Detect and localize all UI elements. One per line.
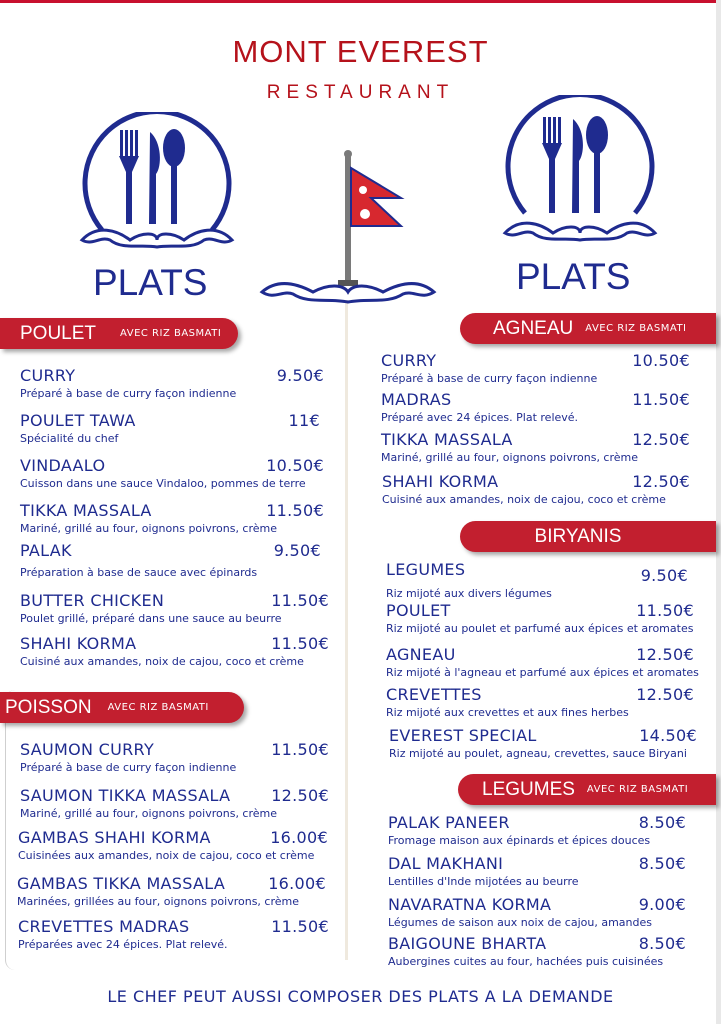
section-subtitle: AVEC RIZ BASMATI (107, 702, 209, 713)
item-price: 11.50€ (632, 390, 690, 409)
menu-item (18, 917, 329, 951)
item-name: VINDAALO (20, 456, 106, 475)
item-price: 11€ (288, 411, 320, 430)
plats-label-left: PLATS (93, 262, 208, 303)
item-desc: Poulet grillé, préparé dans une sauce au beurre (20, 612, 282, 625)
item-desc: Mariné, grillé au four, oignons poivrons, crème (381, 451, 639, 464)
item-name: SHAHI KORMA (382, 472, 499, 491)
item-desc: Préparation à base de sauce avec épinards (20, 566, 258, 579)
item-price: 9.50€ (276, 366, 324, 385)
item-desc: Préparé à base de curry façon indienne (20, 761, 237, 774)
item-name: AGNEAU (386, 645, 456, 664)
item-price: 10.50€ (266, 456, 324, 475)
item-price: 9.50€ (640, 566, 688, 585)
menu-item (20, 591, 329, 625)
menu-item (382, 472, 690, 506)
section-subtitle: AVEC RIZ BASMATI (585, 323, 687, 334)
menu-item (20, 634, 329, 668)
item-name: GAMBAS TIKKA MASSALA (17, 874, 226, 893)
fork-knife-spoon-icon (72, 112, 242, 262)
item-desc: Préparé à base de curry façon indienne (20, 387, 237, 400)
item-price: 8.50€ (638, 934, 686, 953)
item-name: GAMBAS SHAHI KORMA (18, 828, 211, 847)
nepal-flag-icon (258, 150, 438, 315)
top-border (0, 0, 721, 3)
item-desc: Fromage maison aux épinards et épices douces (388, 834, 651, 847)
item-name: MADRAS (381, 390, 452, 409)
menu-item (20, 366, 324, 400)
item-desc: Riz mijoté au poulet, agneau, crevettes, sauce Biryani (389, 747, 687, 760)
right-border (716, 0, 721, 1024)
item-desc: Cuisinées aux amandes, noix de cajou, coco et crème (18, 849, 315, 862)
item-name: LEGUMES (386, 560, 466, 579)
menu-item (388, 895, 686, 929)
item-desc: Mariné, grillé au four, oignons poivrons, crème (20, 522, 278, 535)
menu-item (388, 854, 686, 888)
menu-item (20, 786, 329, 820)
poisson-frame-edge (5, 690, 18, 970)
menu-item (20, 541, 321, 579)
menu-item (386, 645, 699, 679)
item-name: BAIGOUNE BHARTA (388, 934, 547, 953)
menu-item (381, 390, 690, 424)
item-name: CREVETTES (386, 685, 482, 704)
item-price: 10.50€ (632, 351, 690, 370)
menu-item (388, 813, 686, 847)
item-desc: Cuisiné aux amandes, noix de cajou, coco et crème (20, 655, 304, 668)
footer-note: LE CHEF PEUT AUSSI COMPOSER DES PLATS A LA DEMANDE (107, 987, 614, 1006)
item-desc: Riz mijoté aux divers légumes (386, 587, 552, 600)
item-price: 8.50€ (638, 813, 686, 832)
section-title: LEGUMES (482, 778, 575, 800)
item-price: 16.00€ (270, 828, 328, 847)
item-price: 12.50€ (271, 786, 329, 805)
center-divider (345, 300, 348, 960)
item-price: 12.50€ (636, 645, 694, 664)
item-price: 11.50€ (271, 740, 329, 759)
poulet-header (0, 318, 238, 349)
item-price: 12.50€ (632, 430, 690, 449)
menu-item (389, 726, 697, 760)
section-title: POULET (20, 322, 97, 344)
plats-label-right: PLATS (516, 256, 631, 297)
item-price: 11.50€ (271, 917, 329, 936)
biryanis-header (460, 521, 716, 552)
item-name: CREVETTES MADRAS (18, 917, 190, 936)
menu-item (20, 740, 329, 774)
item-name: PALAK (20, 541, 72, 560)
item-name: BUTTER CHICKEN (20, 591, 165, 610)
item-price: 11.50€ (636, 601, 694, 620)
menu-item (381, 351, 690, 385)
item-desc: Préparé avec 24 épices. Plat relevé. (381, 411, 579, 424)
item-price: 14.50€ (639, 726, 697, 745)
item-desc: Légumes de saison aux noix de cajou, amandes (388, 916, 652, 929)
item-price: 11.50€ (271, 634, 329, 653)
restaurant-subtitle: RESTAURANT (266, 82, 455, 103)
agneau-header (460, 313, 716, 344)
item-desc: Préparées avec 24 épices. Plat relevé. (18, 938, 228, 951)
section-subtitle: AVEC RIZ BASMATI (586, 784, 689, 795)
item-desc: Préparé à base de curry façon indienne (381, 372, 598, 385)
section-title: BIRYANIS (534, 525, 622, 547)
item-desc: Mariné, grillé au four, oignons poivrons, crème (20, 807, 278, 820)
item-desc: Marinées, grillées au four, oignons poivrons, crème (17, 895, 300, 908)
item-desc: Riz mijoté au poulet et parfumé aux épices et aromates (386, 622, 694, 635)
poisson-header (0, 692, 244, 723)
item-desc: Cuisiné aux amandes, noix de cajou, coco et crème (382, 493, 666, 506)
item-name: TIKKA MASSALA (381, 430, 513, 449)
item-desc: Riz mijoté aux crevettes et aux fines herbes (386, 706, 629, 719)
menu-item (20, 411, 320, 445)
item-name: CURRY (20, 366, 76, 385)
item-price: 12.50€ (636, 685, 694, 704)
item-desc: Riz mijoté à l'agneau et parfumé aux épices et aromates (386, 666, 699, 679)
item-price: 11.50€ (271, 591, 329, 610)
item-name: SHAHI KORMA (20, 634, 137, 653)
item-desc: Spécialité du chef (20, 432, 119, 445)
item-desc: Aubergines cuites au four, hachées puis cuisinées (388, 955, 664, 968)
section-subtitle: AVEC RIZ BASMATI (120, 328, 222, 339)
item-name: TIKKA MASSALA (20, 501, 152, 520)
fork-knife-spoon-icon (495, 95, 665, 245)
menu-item (386, 685, 694, 719)
item-price: 9.00€ (638, 895, 686, 914)
item-name: SAUMON CURRY (20, 740, 155, 759)
menu-item (388, 934, 686, 968)
menu-item (386, 601, 694, 635)
section-title: AGNEAU (493, 317, 574, 339)
menu-item (18, 828, 328, 862)
item-name: POULET (386, 601, 451, 620)
menu-item (381, 430, 690, 464)
item-name: POULET TAWA (20, 411, 136, 430)
menu-item (386, 560, 688, 600)
section-title: POISSON (5, 696, 92, 718)
item-price: 8.50€ (638, 854, 686, 873)
item-name: SAUMON TIKKA MASSALA (20, 786, 231, 805)
menu-item (20, 501, 324, 535)
item-name: NAVARATNA KORMA (388, 895, 552, 914)
item-name: PALAK PANEER (388, 813, 510, 832)
item-price: 12.50€ (632, 472, 690, 491)
item-price: 16.00€ (268, 874, 326, 893)
item-desc: Lentilles d'Inde mijotées au beurre (388, 875, 579, 888)
item-price: 9.50€ (273, 541, 321, 560)
legumes-header (458, 774, 716, 805)
item-name: DAL MAKHANI (388, 854, 504, 873)
menu-item (20, 456, 324, 490)
menu-item (17, 874, 326, 908)
item-price: 11.50€ (266, 501, 324, 520)
item-name: CURRY (381, 351, 437, 370)
item-name: EVEREST SPECIAL (389, 726, 537, 745)
restaurant-title: MONT EVEREST (232, 34, 489, 69)
item-desc: Cuisson dans une sauce Vindaloo, pommes de terre (20, 477, 306, 490)
